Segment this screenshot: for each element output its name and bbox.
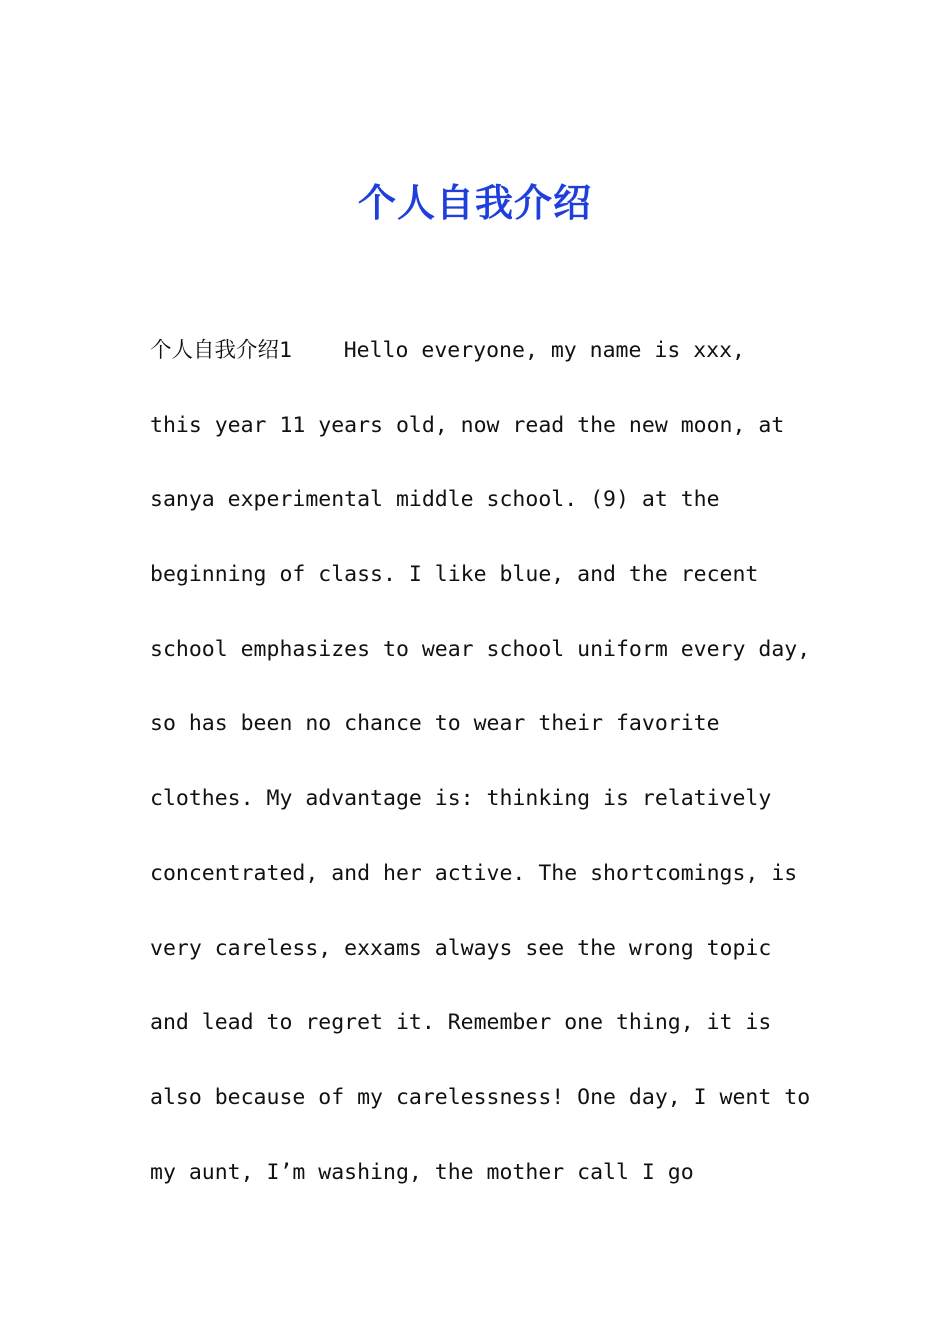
body-line: and lead to regret it. Remember one thing, it is (150, 1010, 772, 1036)
body-line: 个人自我介绍1 Hello everyone, my name is xxx, (150, 338, 745, 363)
body-line: this year 11 years old, now read the new moon, at (150, 412, 785, 438)
body-line: clothes. My advantage is: thinking is relatively (150, 786, 772, 812)
body-line: concentrated, and her active. The shortcomings, is (150, 860, 798, 886)
document-title: 个人自我介绍 (357, 180, 592, 225)
body-line: my aunt, I’m washing, the mother call I go (150, 1159, 694, 1185)
document-body (150, 332, 820, 1228)
body-line: very careless, exxams always see the wrong topic (150, 935, 772, 961)
body-line: also because of my carelessness! One day, I went to (150, 1084, 811, 1110)
body-line: sanya experimental middle school. (9) at the (150, 487, 720, 513)
body-line: school emphasizes to wear school uniform every day, (150, 636, 811, 662)
body-line: beginning of class. I like blue, and the recent (150, 562, 759, 588)
body-line: so has been no chance to wear their favorite (150, 711, 720, 737)
